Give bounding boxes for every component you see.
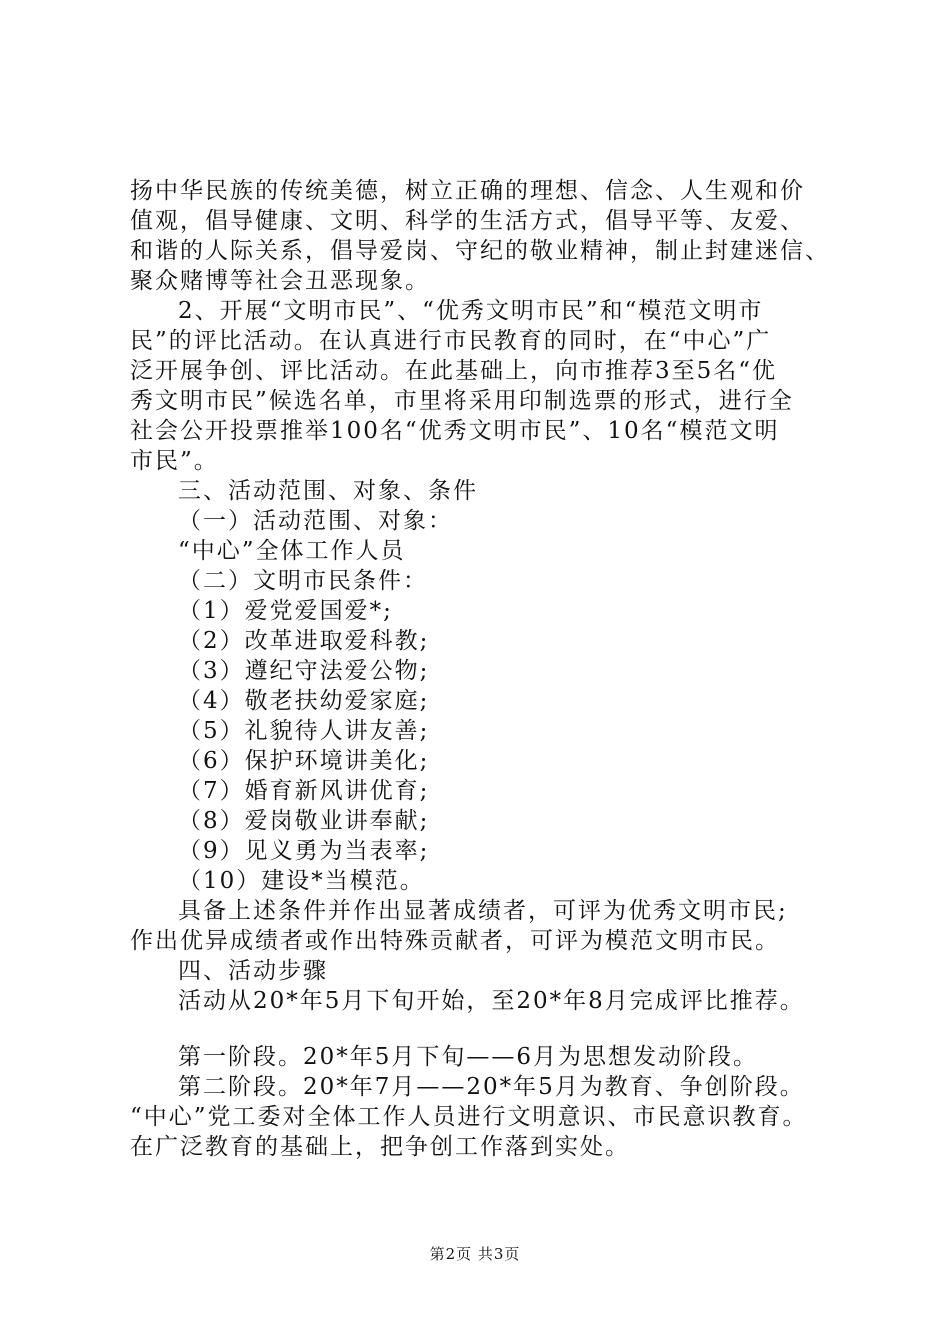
paragraph-line: 民”的评比活动。在认真进行市民教育的同时，在“中心”广 [130, 328, 772, 354]
paragraph-line: 市民”。 [130, 448, 219, 474]
list-item: （5）礼貌待人讲友善; [178, 718, 430, 744]
paragraph-line: 值观，倡导健康、文明、科学的生活方式，倡导平等、友爱、 [130, 208, 805, 234]
paragraph-line: 聚众赌博等社会丑恶现象。 [130, 268, 430, 294]
paragraph-line: 社会公开投票推举100名“优秀文明市民”、10名“模范文明 [130, 418, 780, 444]
list-item: （8）爱岗敬业讲奉献; [178, 808, 430, 834]
document-body [130, 176, 850, 1162]
paragraph-line: 秀文明市民”候选名单，市里将采用印制选票的形式，进行全 [130, 388, 794, 414]
section-heading: 三、活动范围、对象、条件 [178, 478, 478, 504]
subsection-heading: （二）文明市民条件： [178, 568, 428, 594]
list-item: （1）爱党爱国爱*; [178, 598, 393, 624]
page-footer: 第2页 共3页 [429, 1245, 521, 1263]
paragraph-line: 泛开展争创、评比活动。在此基础上，向市推荐3至5名“优 [130, 358, 778, 384]
paragraph-line: 第二阶段。20*年7月——20*年5月为教育、争创阶段。 [178, 1074, 805, 1100]
subsection-heading: （一）活动范围、对象： [178, 508, 453, 534]
list-item: （4）敬老扶幼爱家庭; [178, 688, 430, 714]
paragraph-line: 在广泛教育的基础上，把争创工作落到实处。 [130, 1134, 630, 1160]
paragraph-line: 2、开展“文明市民”、“优秀文明市民”和“模范文明市 [178, 298, 764, 324]
list-item: （10）建设*当模范。 [178, 868, 425, 894]
list-item: （2）改革进取爱科教; [178, 628, 430, 654]
paragraph-line: 具备上述条件并作出显著成绩者，可评为优秀文明市民; [178, 898, 788, 924]
paragraph-line: 活动从20*年5月下旬开始，至20*年8月完成评比推荐。 [178, 988, 805, 1014]
list-item: （7）婚育新风讲优育; [178, 778, 430, 804]
section-heading: 四、活动步骤 [178, 958, 328, 984]
list-item: （6）保护环境讲美化; [178, 748, 430, 774]
paragraph-line: 作出优异成绩者或作出特殊贡献者，可评为模范文明市民。 [130, 928, 780, 954]
paragraph-line: 和谐的人际关系，倡导爱岗、守纪的敬业精神，制止封建迷信、 [130, 238, 830, 264]
paragraph-line: “中心”党工委对全体工作人员进行文明意识、市民意识教育。 [130, 1104, 808, 1130]
list-item: （3）遵纪守法爱公物; [178, 658, 430, 684]
blank-gap [130, 1016, 850, 1042]
paragraph-line: 扬中华民族的传统美德，树立正确的理想、信念、人生观和价 [130, 178, 805, 204]
list-item: （9）见义勇为当表率; [178, 838, 430, 864]
paragraph-line: “中心”全体工作人员 [178, 538, 406, 564]
paragraph-line: 第一阶段。20*年5月下旬——6月为思想发动阶段。 [178, 1044, 759, 1070]
